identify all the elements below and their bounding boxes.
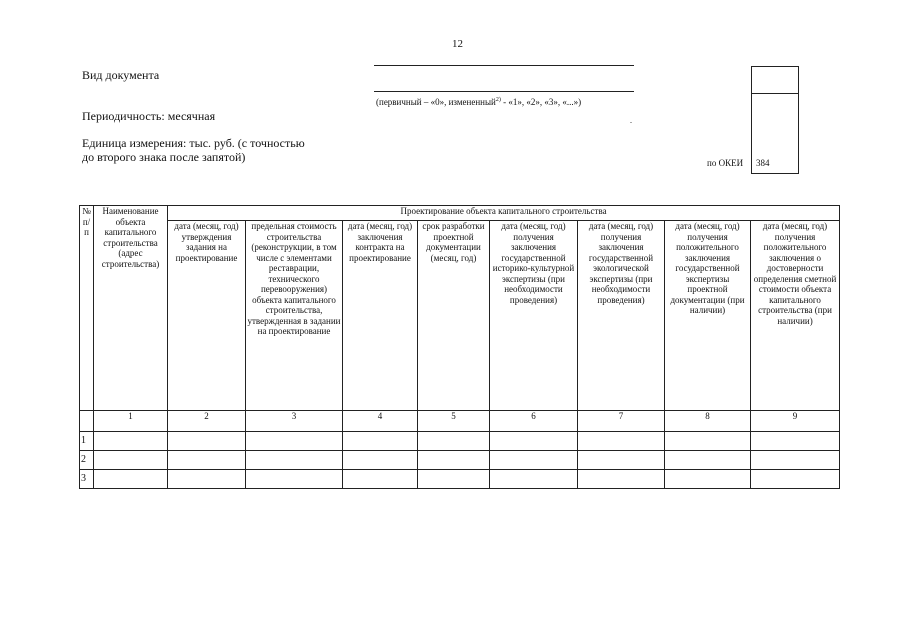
periodicity-label: Периодичность: месячная: [82, 109, 216, 123]
stray-dot: .: [630, 116, 632, 125]
column-number: 1: [94, 411, 168, 432]
column-number: 2: [168, 411, 246, 432]
unit-label: [82, 136, 342, 164]
column-number: 9: [751, 411, 840, 432]
okei-code: 384: [756, 158, 770, 168]
row-number: 3: [80, 470, 94, 489]
table-cell[interactable]: [418, 432, 490, 451]
table-cell[interactable]: [751, 470, 840, 489]
table-cell[interactable]: [246, 451, 343, 470]
code-box-divider: [752, 93, 798, 94]
column-number: 6: [490, 411, 578, 432]
table-cell[interactable]: [751, 451, 840, 470]
table-cell[interactable]: [168, 451, 246, 470]
table-cell[interactable]: [94, 451, 168, 470]
header-object-name: Наименование объекта капитального строительства (адрес строительства): [94, 206, 168, 411]
subheader-task-approval: дата (месяц, год) утверждения задания на проектирование: [168, 221, 246, 411]
report-table: [79, 205, 840, 489]
subheader-contract-date: дата (месяц, год) заключения контракта на проектирование: [343, 221, 418, 411]
table-cell[interactable]: [665, 470, 751, 489]
subheader-design-term: срок разработки проектной документации (месяц, год): [418, 221, 490, 411]
table-row: [80, 432, 840, 451]
table-cell[interactable]: [94, 470, 168, 489]
table-cell[interactable]: [578, 470, 665, 489]
table-cell[interactable]: [94, 432, 168, 451]
table-cell[interactable]: [246, 432, 343, 451]
doc-kind-hint: [376, 97, 581, 107]
table-cell[interactable]: [665, 432, 751, 451]
column-number: 5: [418, 411, 490, 432]
column-number-blank: [80, 411, 94, 432]
doc-kind-hint-text: (первичный – «0», измененный: [376, 97, 496, 107]
column-number: 8: [665, 411, 751, 432]
column-number: 7: [578, 411, 665, 432]
doc-kind-hint-tail: - «1», «2», «3», «...»): [500, 97, 582, 107]
table-row: [80, 451, 840, 470]
okei-label: по ОКЕИ: [707, 158, 744, 168]
table-cell[interactable]: [578, 432, 665, 451]
table-cell[interactable]: [418, 451, 490, 470]
subheader-state-expertise: дата (месяц, год) получения положительного заключения государственной экспертизы проектной документации (при наличии): [665, 221, 751, 411]
table-cell[interactable]: [751, 432, 840, 451]
doc-kind-underline: [374, 91, 634, 92]
column-number: 4: [343, 411, 418, 432]
subheader-ecological-expertise: дата (месяц, год) получения заключения государственной экологической экспертизы (при необходимости проведения): [578, 221, 665, 411]
subheader-max-cost: предельная стоимость строительства (реконструкции, в том числе с элементами реставрации, технического перевооружения) объекта капитального строительства, утвержденная в задании на проектирование: [246, 221, 343, 411]
row-number: 1: [80, 432, 94, 451]
doc-kind-label: Вид документа: [82, 68, 160, 82]
row-number: 2: [80, 451, 94, 470]
table-cell[interactable]: [418, 470, 490, 489]
column-number: 3: [246, 411, 343, 432]
unit-line-1: Единица измерения: тыс. руб. (с точностью: [82, 136, 305, 150]
header-no: № п/п: [80, 206, 94, 411]
table-cell[interactable]: [665, 451, 751, 470]
header-design-group: Проектирование объекта капитального строительства: [168, 206, 840, 221]
doc-kind-hint-footnote: 2): [495, 97, 501, 103]
table-cell[interactable]: [490, 432, 578, 451]
table-cell[interactable]: [578, 451, 665, 470]
doc-kind-fill-line: [374, 65, 634, 66]
table-cell[interactable]: [168, 432, 246, 451]
table-cell[interactable]: [343, 432, 418, 451]
page-number: 12: [452, 38, 463, 50]
subheader-historic-expertise: дата (месяц, год) получения заключения государственной историко-культурной экспертизы (при необходимости проведения): [490, 221, 578, 411]
subheader-cost-reliability: дата (месяц, год) получения положительного заключения о достоверности определения сметной стоимости объекта капитального строительства (при наличии): [751, 221, 840, 411]
table-cell[interactable]: [168, 470, 246, 489]
table-cell[interactable]: [343, 470, 418, 489]
table-cell[interactable]: [490, 451, 578, 470]
table-row: [80, 470, 840, 489]
table-cell[interactable]: [343, 451, 418, 470]
table-cell[interactable]: [246, 470, 343, 489]
unit-line-2: до второго знака после запятой): [82, 150, 246, 164]
table-cell[interactable]: [490, 470, 578, 489]
